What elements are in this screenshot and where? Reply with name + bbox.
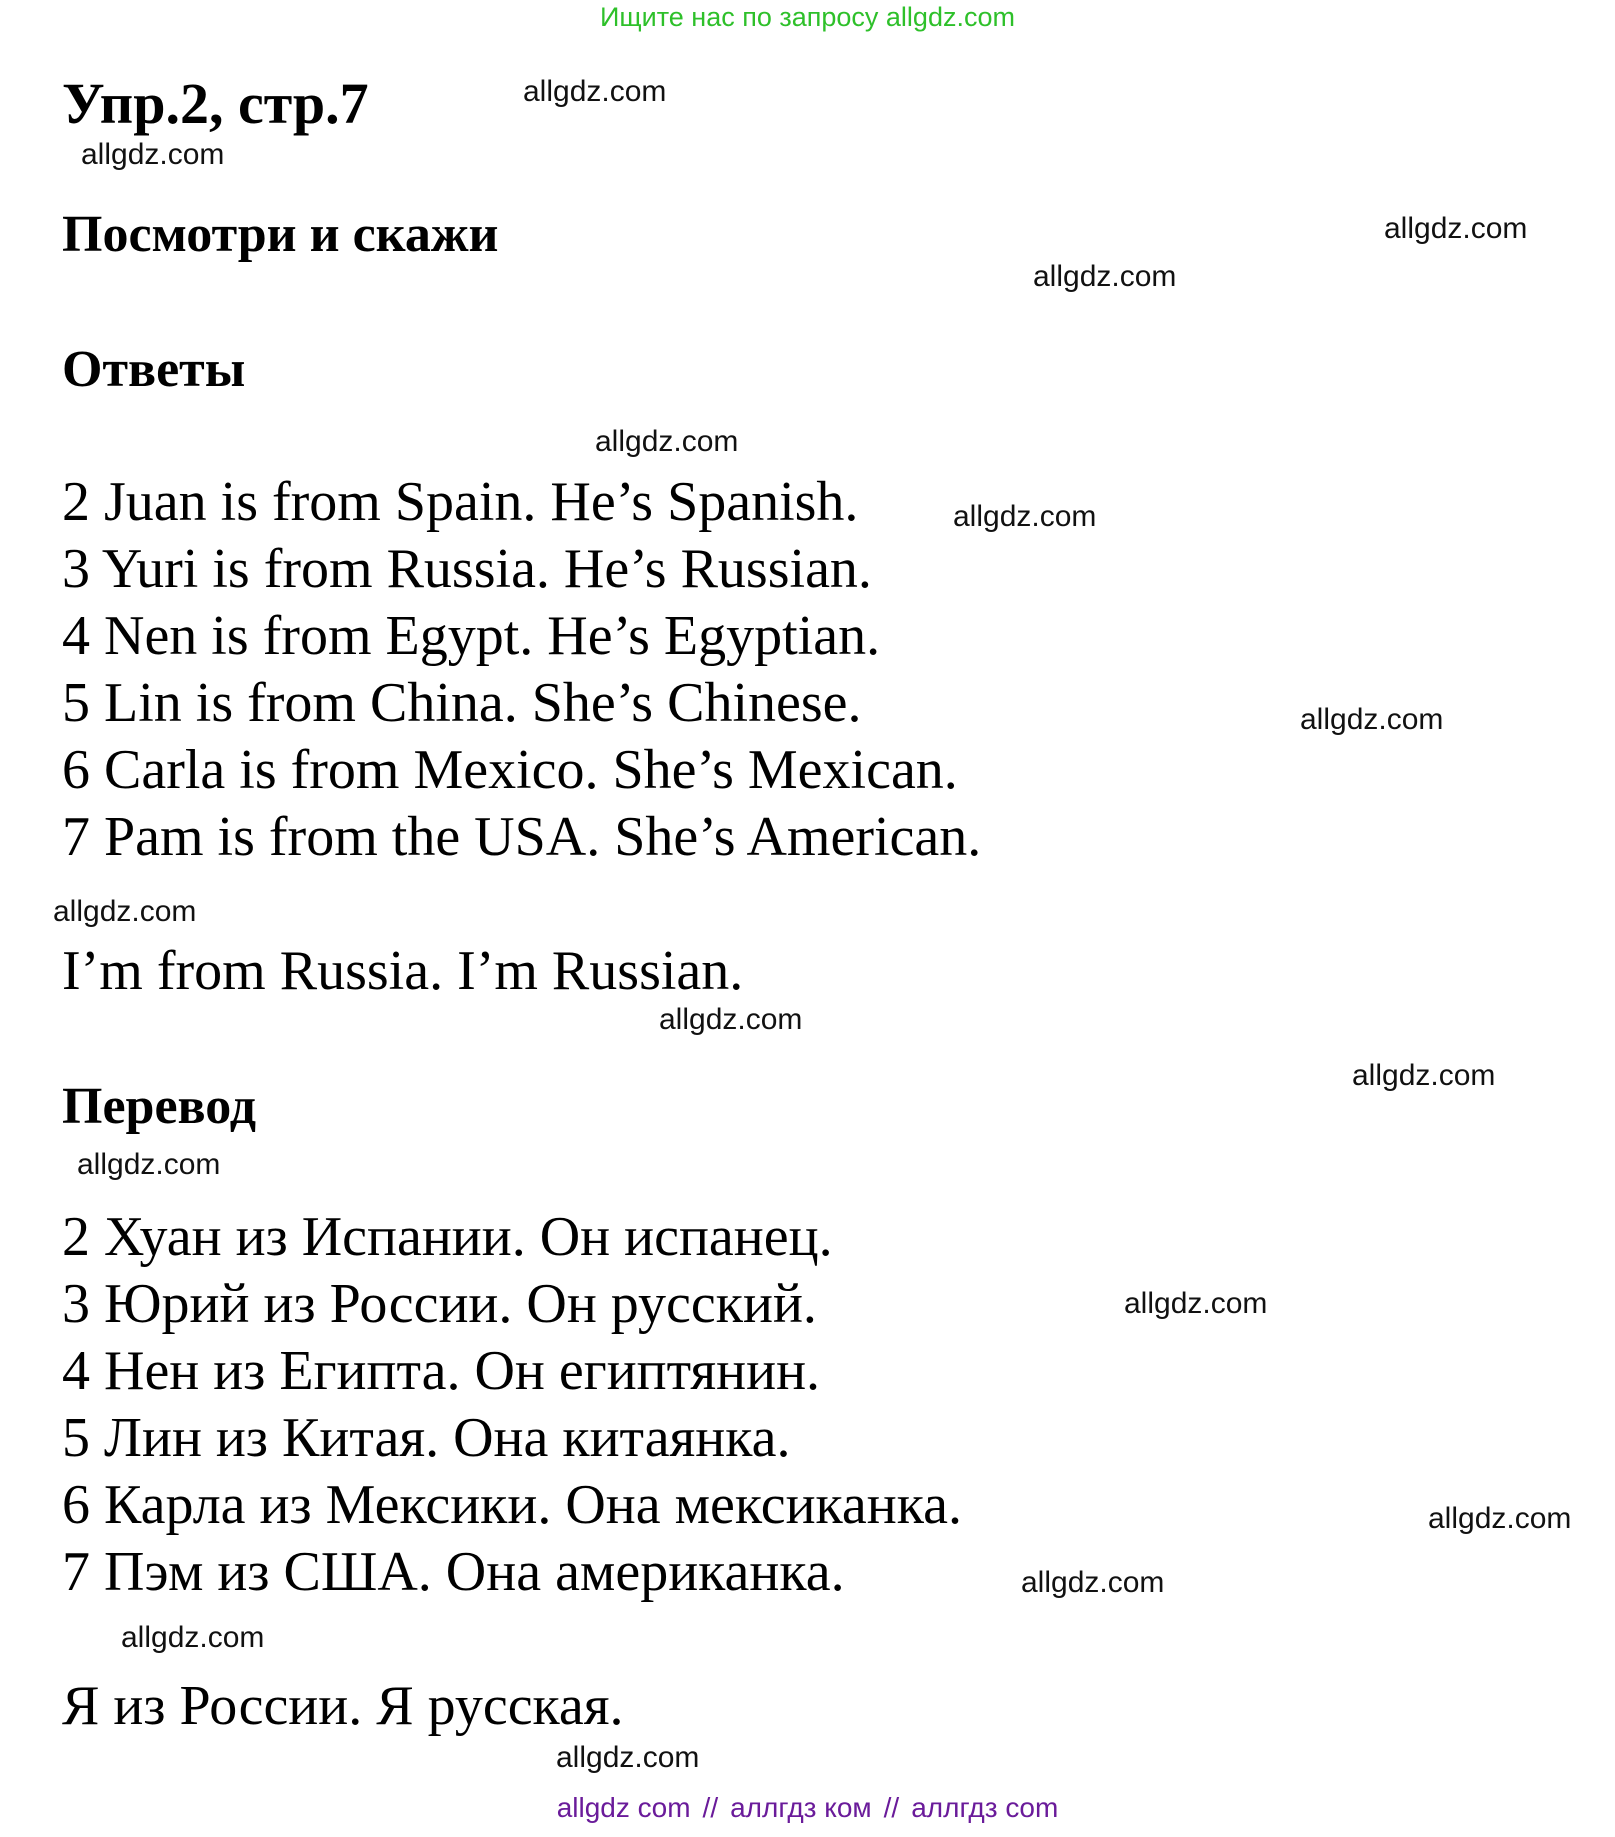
watermark: allgdz.com [523, 75, 667, 108]
watermark: allgdz.com [659, 1003, 803, 1036]
footer-link-allgdz-cyrillic[interactable]: аллгдз ком [730, 1792, 872, 1823]
watermark: allgdz.com [1033, 260, 1177, 293]
answer-line: 4 Nen is from Egypt. He’s Egyptian. [62, 605, 881, 667]
own-translation: Я из России. Я русская. [62, 1675, 624, 1737]
answer-line: 5 Lin is from China. She’s Chinese. [62, 672, 862, 734]
footer-separator: // [702, 1792, 719, 1823]
watermark: allgdz.com [1300, 703, 1444, 736]
answer-line: 2 Juan is from Spain. He’s Spanish. [62, 471, 859, 533]
page-title: Упр.2, стр.7 [62, 71, 369, 136]
watermark: allgdz.com [77, 1148, 221, 1181]
answer-line: 7 Pam is from the USA. She’s American. [62, 806, 982, 868]
watermark: allgdz.com [1384, 212, 1528, 245]
translation-line: 2 Хуан из Испании. Он испанец. [62, 1206, 833, 1268]
watermark: allgdz.com [1352, 1059, 1496, 1092]
translation-heading: Перевод [62, 1078, 257, 1135]
watermark: allgdz.com [53, 895, 197, 928]
translation-line: 3 Юрий из России. Он русский. [62, 1273, 817, 1335]
own-answer: I’m from Russia. I’m Russian. [62, 940, 744, 1002]
watermark: allgdz.com [81, 138, 225, 171]
translation-line: 5 Лин из Китая. Она китаянка. [62, 1407, 791, 1469]
watermark: allgdz.com [953, 500, 1097, 533]
translation-line: 7 Пэм из США. Она американка. [62, 1541, 845, 1603]
watermark: allgdz.com [595, 425, 739, 458]
footer-link-allgdz-mixed[interactable]: аллгдз com [911, 1792, 1059, 1823]
watermark: allgdz.com [1428, 1502, 1572, 1535]
answer-line: 3 Yuri is from Russia. He’s Russian. [62, 538, 872, 600]
watermark: allgdz.com [121, 1621, 265, 1654]
answers-heading: Ответы [62, 341, 246, 398]
watermark: allgdz.com [556, 1741, 700, 1774]
translation-line: 4 Нен из Египта. Он египтянин. [62, 1340, 821, 1402]
answer-line: 6 Carla is from Mexico. She’s Mexican. [62, 739, 958, 801]
translations-list [62, 1204, 962, 1606]
watermark: allgdz.com [1021, 1566, 1165, 1599]
translation-line: 6 Карла из Мексики. Она мексиканка. [62, 1474, 962, 1536]
footer-separator: // [883, 1792, 900, 1823]
top-banner: Ищите нас по запросу allgdz.com [600, 2, 1015, 32]
watermark: allgdz.com [1124, 1287, 1268, 1320]
footer [0, 1792, 1615, 1824]
footer-link-allgdz[interactable]: allgdz com [556, 1792, 691, 1823]
answers-list [62, 469, 981, 871]
task-heading: Посмотри и скажи [62, 206, 499, 263]
